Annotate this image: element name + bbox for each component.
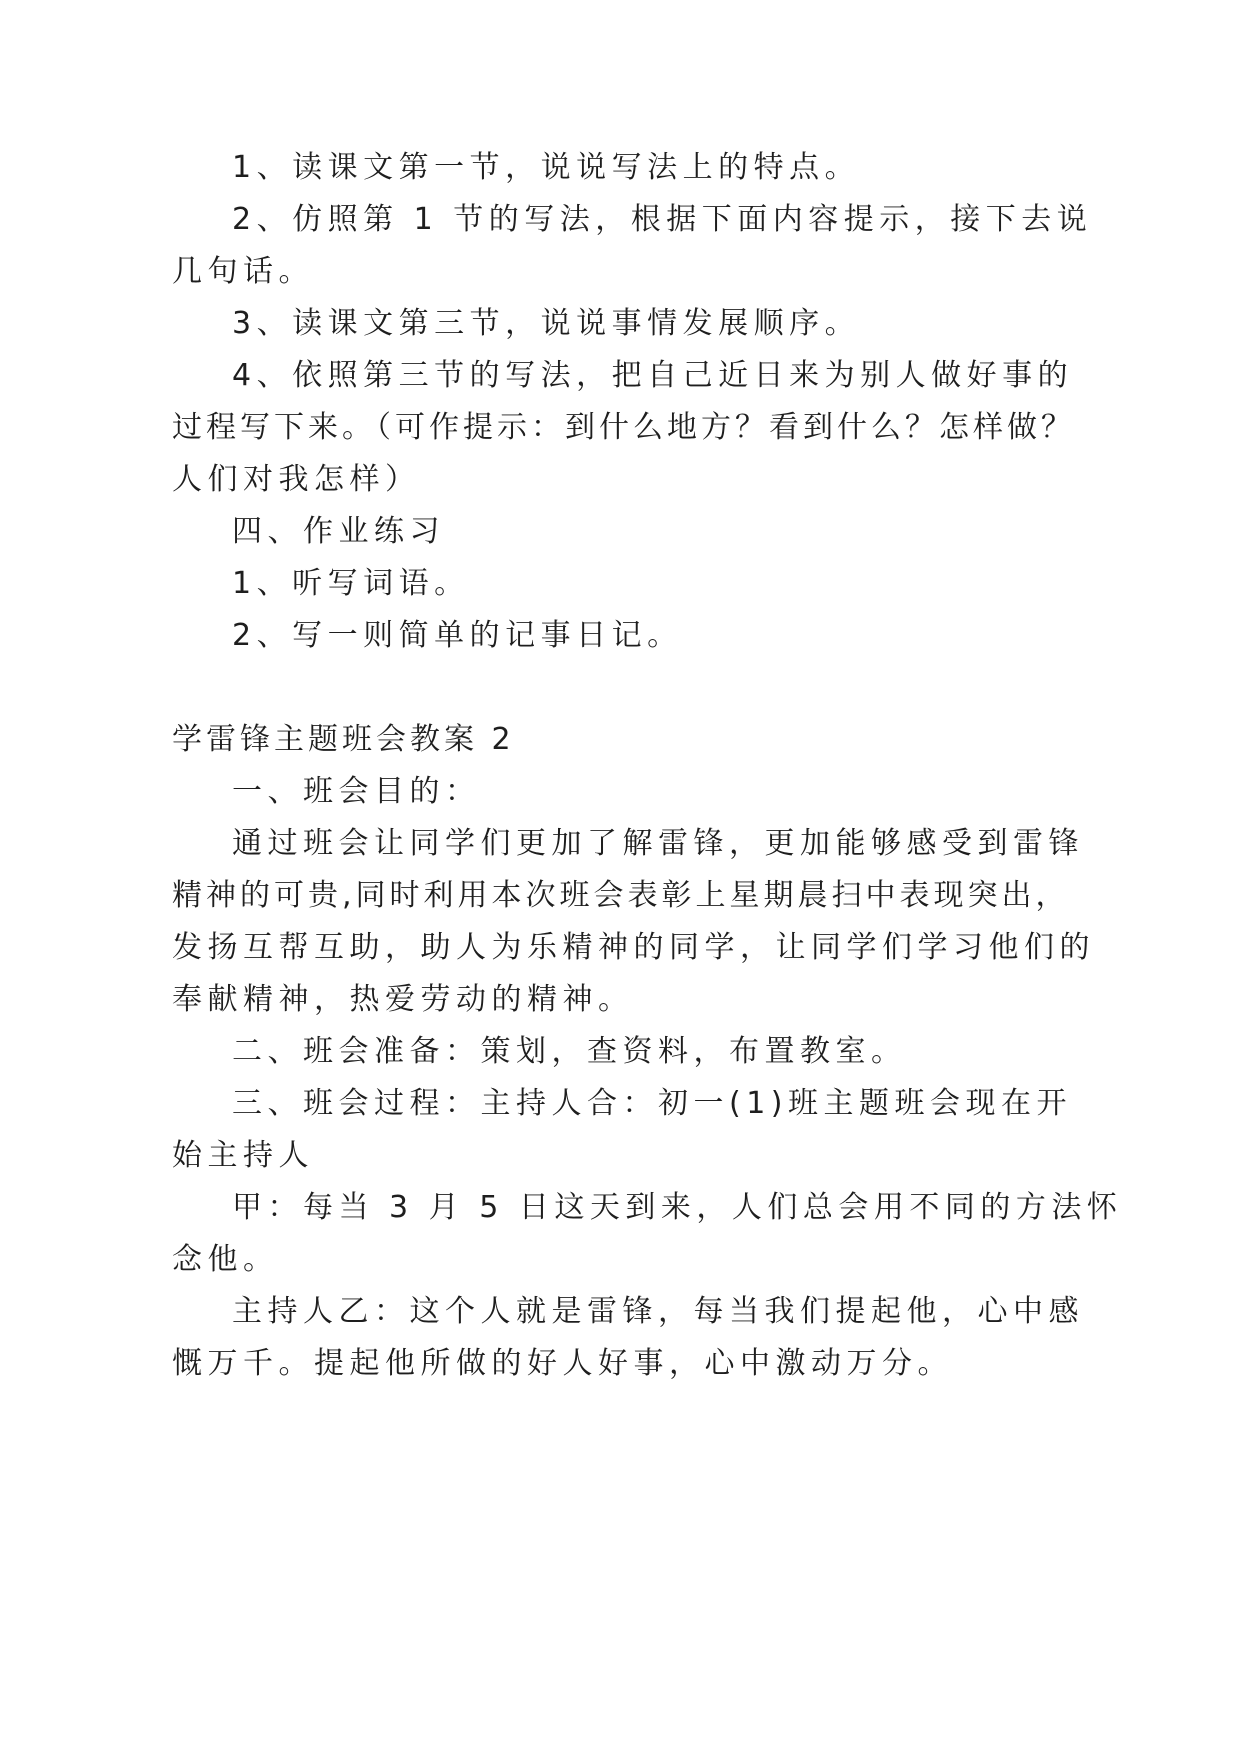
- process-line-1: 三、班会过程：主持人合：初一(1)班主题班会现在开: [232, 1086, 1072, 1121]
- goal-line-1: 通过班会让同学们更加了解雷锋，更加能够感受到雷锋: [232, 826, 1084, 861]
- host-yi-line-1: 主持人乙：这个人就是雷锋，每当我们提起他，心中感: [232, 1294, 1084, 1329]
- goal-line-3: 发扬互帮互助，助人为乐精神的同学，让同学们学习他们的: [172, 930, 1095, 965]
- section-heading-homework: 四、作业练习: [232, 514, 445, 549]
- homework-item-2: 2、写一则简单的记事日记。: [232, 618, 683, 653]
- host-jia-line-1: 甲：每当 3 月 5 日这天到来，人们总会用不同的方法怀: [232, 1190, 1123, 1225]
- goal-line-2: 精神的可贵,同时利用本次班会表彰上星期晨扫中表现突出，: [172, 878, 1070, 913]
- instruction-item-1: 1、读课文第一节，说说写法上的特点。: [232, 150, 861, 185]
- homework-item-1: 1、听写词语。: [232, 566, 470, 601]
- preparation-line: 二、班会准备：策划，查资料，布置教室。: [232, 1034, 907, 1069]
- instruction-item-4-line-3: 人们对我怎样）: [172, 462, 421, 497]
- host-jia-line-2: 念他。: [172, 1242, 279, 1277]
- process-line-2: 始主持人: [172, 1138, 314, 1173]
- goal-line-4: 奉献精神，热爱劳动的精神。: [172, 982, 634, 1017]
- host-yi-line-2: 慨万千。提起他所做的好人好事，心中激动万分。: [172, 1346, 953, 1381]
- instruction-item-4-line-1: 4、依照第三节的写法，把自己近日来为别人做好事的: [232, 358, 1074, 393]
- lesson-title: 学雷锋主题班会教案 2: [172, 722, 515, 757]
- instruction-item-2-line-2: 几句话。: [172, 254, 314, 289]
- instruction-item-3: 3、读课文第三节，说说事情发展顺序。: [232, 306, 861, 341]
- goal-heading: 一、班会目的：: [232, 774, 481, 809]
- instruction-item-4-line-2: 过程写下来。（可作提示：到什么地方？看到什么？怎样做？: [172, 410, 1075, 445]
- instruction-item-2-line-1: 2、仿照第 1 节的写法，根据下面内容提示，接下去说: [232, 202, 1093, 237]
